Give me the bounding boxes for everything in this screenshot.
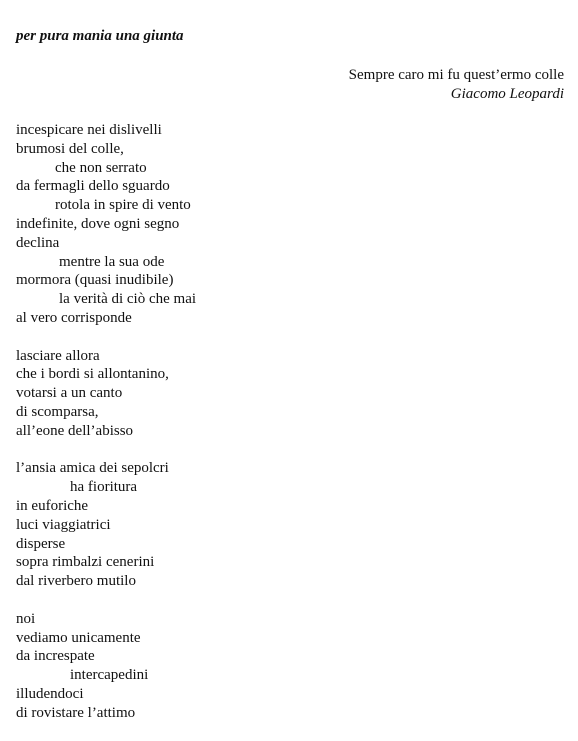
poem-line: di scomparsa,: [16, 403, 99, 420]
poem-line: sopra rimbalzi cenerini: [16, 554, 155, 571]
poem-line: di rovistare l’attimo: [16, 704, 136, 721]
poem-line: da fermagli dello sguardo: [16, 178, 170, 195]
poem-line: rotola in spire di vento: [55, 197, 191, 214]
poem-line: la verità di ciò che mai: [59, 291, 197, 308]
poem-line: vediamo unicamente: [16, 629, 141, 646]
poem-line: ha fioritura: [70, 479, 138, 496]
stanza-2: [16, 347, 196, 441]
poem-line: l’ansia amica dei sepolcri: [16, 460, 169, 477]
poem-line: disperse: [16, 535, 66, 552]
epigraph-verse: Sempre caro mi fu quest’ermo colle: [348, 67, 564, 83]
stanza-4: [16, 610, 196, 723]
poem-line: declina: [16, 234, 60, 251]
poem-line: incespicare nei dislivelli: [16, 122, 162, 138]
poem-line: all’eone dell’abisso: [16, 422, 134, 439]
poem-line: votarsi a un canto: [16, 385, 123, 402]
poem-line: mormora (quasi inudibile): [16, 272, 174, 289]
poem-line: intercapedini: [70, 667, 149, 684]
stanza-1: [16, 121, 196, 328]
poem-line: che non serrato: [55, 159, 147, 176]
poem-line: noi: [16, 610, 36, 627]
poem-line: dal riverbero mutilo: [16, 573, 136, 590]
poem-line: mentre la sua ode: [59, 253, 165, 270]
poem-title: per pura mania una giunta: [16, 28, 184, 44]
poem-line: al vero corrisponde: [16, 309, 132, 326]
poem-line: illudendoci: [16, 685, 84, 702]
stanza-3: [16, 459, 196, 591]
poem-line: da increspate: [16, 648, 95, 665]
poem-line: brumosi del colle,: [16, 140, 124, 157]
poem-line: luci viaggiatrici: [16, 516, 111, 533]
epigraph-author: Giacomo Leopardi: [450, 86, 564, 102]
poem-line: che i bordi si allontanino,: [16, 366, 169, 383]
poem-line: indefinite, dove ogni segno: [16, 215, 180, 232]
poem-line: in euforiche: [16, 497, 89, 514]
poem-line: lasciare allora: [16, 347, 100, 364]
epigraph: [349, 66, 564, 104]
poem-body: [16, 121, 196, 741]
